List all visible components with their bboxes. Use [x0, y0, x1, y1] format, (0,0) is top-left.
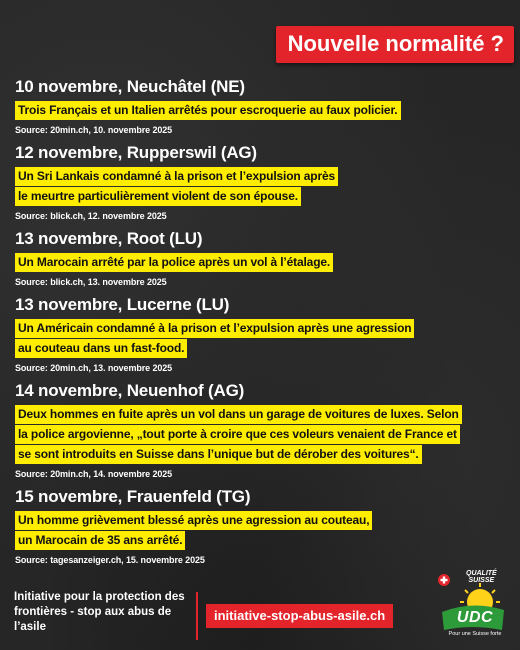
logo-tagline: Pour une Suisse forte	[448, 631, 502, 637]
news-description-line: le meurtre particulièrement violent de son épouse.	[15, 187, 301, 206]
news-heading: 15 novembre, Frauenfeld (TG)	[15, 487, 251, 506]
news-heading: 13 novembre, Root (LU)	[15, 229, 203, 248]
logo-name: UDC	[456, 609, 494, 626]
news-description-line: se sont introduits en Suisse dans l’unique but de dérober des voitures“.	[15, 445, 422, 464]
news-description	[15, 319, 508, 359]
news-description-line: Deux hommes en fuite après un vol dans un garage de voitures de luxes. Selon	[15, 405, 462, 424]
news-description-line: Un Sri Lankais condamné à la prison et l’expulsion après	[15, 167, 338, 186]
news-description-line: la police argovienne, „tout porte à croire que ces voleurs venaient de France et	[15, 425, 460, 444]
news-source: Source: blick.ch, 13. novembre 2025	[15, 277, 167, 287]
footer-divider	[196, 592, 198, 640]
news-description-line: un Marocain de 35 ans arrêté.	[15, 531, 185, 550]
news-source: Source: 20min.ch, 10. novembre 2025	[15, 125, 173, 135]
news-item	[15, 228, 508, 288]
page-title-banner: Nouvelle normalité ?	[276, 26, 514, 63]
news-description	[15, 167, 508, 207]
news-item	[15, 486, 508, 566]
news-item	[15, 76, 508, 136]
logo-quality-text: QUALITÉ SUISSE	[466, 570, 497, 584]
news-description-line: Un homme grièvement blessé après une agression au couteau,	[15, 511, 372, 530]
news-heading: 13 novembre, Lucerne (LU)	[15, 295, 230, 314]
news-description-line: Un Américain condamné à la prison et l’expulsion après une agression	[15, 319, 414, 338]
news-heading: 10 novembre, Neuchâtel (NE)	[15, 77, 245, 96]
news-description-line: Un Marocain arrêté par la police après un vol à l’étalage.	[15, 253, 333, 272]
news-item	[15, 294, 508, 374]
udc-logo	[434, 568, 510, 646]
news-source: Source: 20min.ch, 14. novembre 2025	[15, 469, 173, 479]
news-source: Source: blick.ch, 12. novembre 2025	[15, 211, 167, 221]
news-heading: 14 novembre, Neuenhof (AG)	[15, 381, 245, 400]
news-description-line: au couteau dans un fast-food.	[15, 339, 187, 358]
news-item	[15, 380, 508, 480]
news-description	[15, 253, 508, 273]
news-source: Source: 20min.ch, 13. novembre 2025	[15, 363, 173, 373]
initiative-url-link[interactable]: initiative-stop-abus-asile.ch	[206, 604, 393, 628]
news-list	[15, 76, 508, 572]
news-description	[15, 101, 508, 121]
news-item	[15, 142, 508, 222]
news-description	[15, 511, 508, 551]
news-description-line: Trois Français et un Italien arrêtés pour escroquerie au faux policier.	[15, 101, 401, 120]
footer	[0, 570, 520, 650]
news-source: Source: tagesanzeiger.ch, 15. novembre 2025	[15, 555, 205, 565]
initiative-text: Initiative pour la protection des frontières - stop aux abus de l’asile	[14, 591, 185, 633]
news-description	[15, 405, 508, 465]
news-heading: 12 novembre, Rupperswil (AG)	[15, 143, 257, 162]
